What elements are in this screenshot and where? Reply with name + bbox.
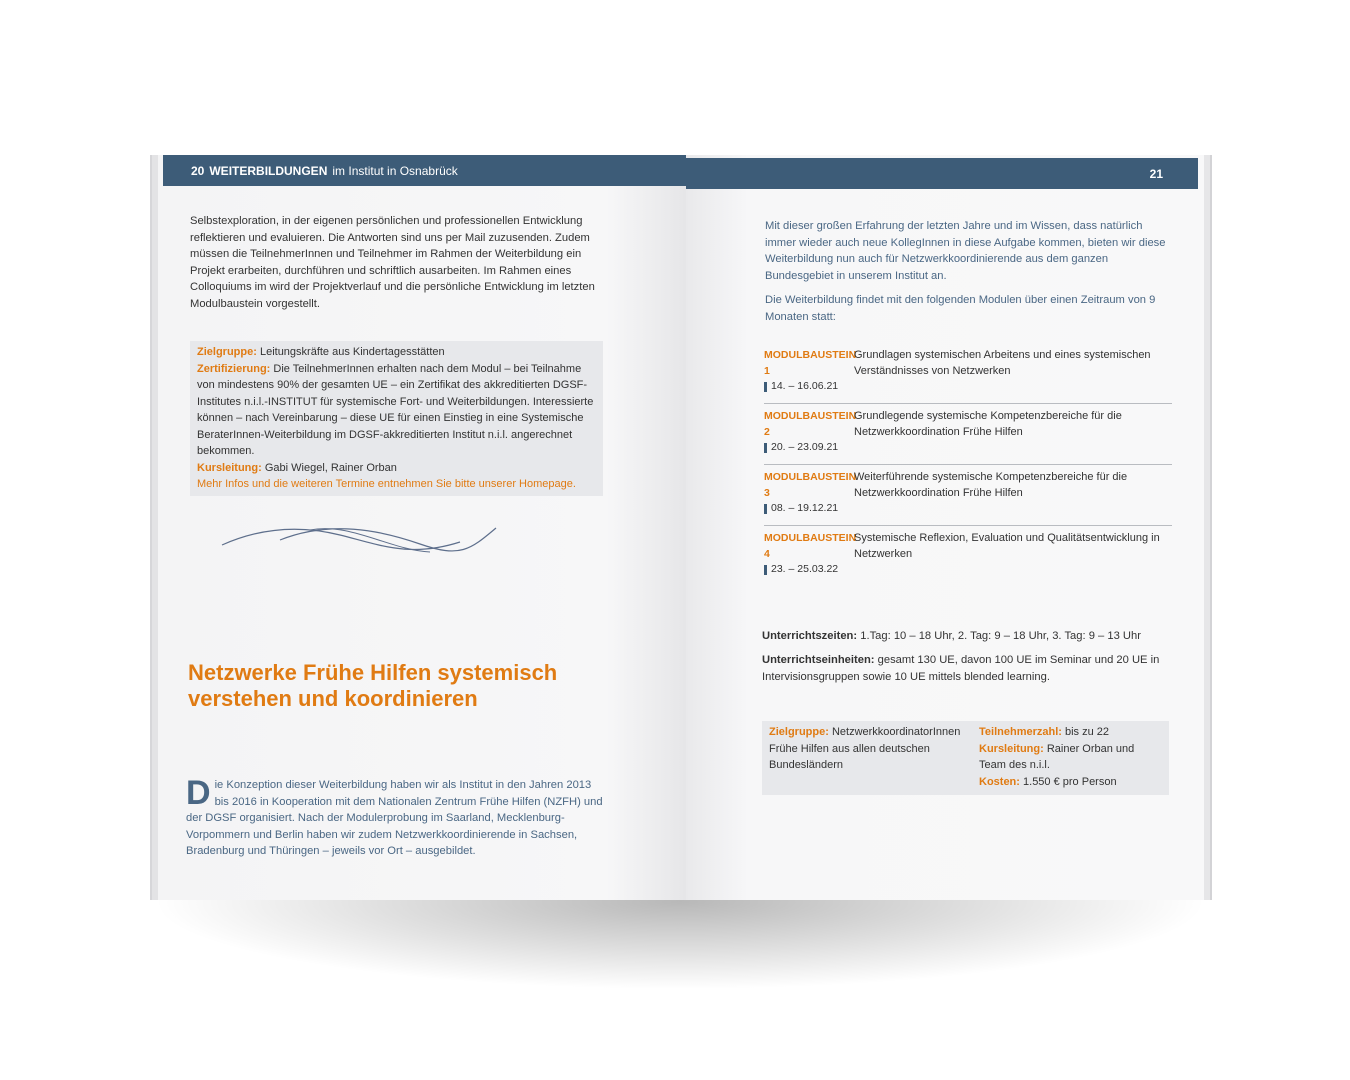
zertifizierung-text: Die TeilnehmerInnen erhalten nach dem Modul – bei Teilnahme von mindestens 90% der gesamten UE – ein Zertifikat des akkreditierten DGSF-Institutes n.i.l.-INSTITUT für systemische Fort- und Weiterbildungen. Interessierte können – nach Vereinbarung – diese UE für einen Einstieg in eine Systemische BeraterInnen-Weiterbildung im DGSF-akkreditierten Institut n.i.l. angerechnet bekommen. [197,362,594,457]
course-infobox-right [762,721,1169,795]
more-info-link[interactable]: Mehr Infos und die weiteren Termine entnehmen Sie bitte unserer Homepage. [197,478,576,490]
unterrichtseinheiten-text: gesamt 130 UE, davon 100 UE im Seminar und 20 UE in Intervisionsgruppen sowie 10 UE mittels blended learning. [762,654,1160,683]
kursleitung-label: Kursleitung: [979,742,1044,755]
right-page [686,155,1204,900]
title-line-2: verstehen und koordinieren [188,686,478,711]
module-list [764,343,1172,587]
right-para-1: Mit dieser großen Erfahrung der letzten Jahre und im Wissen, dass natürlich immer wieder auch neue KollegInnen in diese Aufgabe kommen, bieten wir diese Weiterbildung nun auch für Netzwerkkoordinierende aus dem ganzen Bundesgebiet in unserem Institut an. [765,220,1166,282]
module-label: MODULBAUSTEIN 3 [764,471,857,499]
page-number-left: 20 [191,163,205,178]
zielgruppe-label: Zielgruppe: [769,726,829,738]
module-description: Weiterführende systemische Kompetenzbereiche für die Netzwerkkoordination Frühe Hilfen [854,471,1128,499]
module-label: MODULBAUSTEIN 1 [764,349,857,377]
kursleitung-text: Rainer Orban und Team des n.i.l. [979,742,1135,771]
kursleitung-text: Gabi Wiegel, Rainer Orban [264,461,397,474]
header-subtitle: im Institut in Osnabrück [332,163,458,178]
unterrichtszeiten [762,628,1174,645]
page-number-right: 21 [1149,166,1163,181]
infobox-column-left [769,724,979,792]
course-infobox [190,341,603,496]
unterrichtseinheiten-label: Unterrichtseinheiten: [762,654,875,666]
module-date: 23. – 25.03.22 [771,563,839,575]
kosten-label: Kosten: [979,775,1020,788]
module-row [764,526,1172,587]
module-description: Grundlagen systemischen Arbeitens und eines systemischen Verständnisses von Netzwerken [854,349,1151,377]
date-bar-icon [764,504,767,514]
right-page-header [686,158,1198,189]
date-bar-icon [764,565,767,575]
module-date: 20. – 23.09.21 [771,441,839,453]
unterrichtszeiten-text: 1.Tag: 10 – 18 Uhr, 2. Tag: 9 – 18 Uhr, 3. Tag: 9 – 13 Uhr [860,630,1141,642]
lead-paragraph [186,774,606,860]
module-date: 08. – 19.12.21 [771,502,839,514]
infobox-column-right [979,724,1162,792]
date-bar-icon [764,443,767,453]
kursleitung-label: Kursleitung: [197,461,262,474]
kosten-text: 1.550 € pro Person [1023,775,1117,788]
section-title [188,660,608,712]
zielgruppe-label: Zielgruppe: [197,346,257,358]
teilnehmerzahl-text: bis zu 22 [1065,726,1110,738]
module-row [764,465,1172,526]
zielgruppe-text: NetzwerkkoordinatorInnen Frühe Hilfen aus allen deutschen Bundesländern [769,726,961,771]
left-page-header [163,155,686,186]
teilnehmerzahl-label: Teilnehmerzahl: [979,726,1062,738]
title-line-1: Netzwerke Frühe Hilfen systemisch [188,660,558,685]
right-para-2: Die Weiterbildung findet mit den folgenden Modulen über einen Zeitraum von 9 Monaten statt: [765,294,1156,323]
zielgruppe-text: Leitungskräfte aus Kindertagesstätten [259,346,445,358]
unterrichtseinheiten [762,652,1174,685]
unterrichtszeiten-label: Unterrichtszeiten: [762,630,858,642]
module-description: Grundlegende systemische Kompetenzbereiche für die Netzwerkkoordination Frühe Hilfen [854,410,1122,438]
left-page [158,155,686,900]
intro-paragraph: Selbstexploration, in der eigenen persönlichen und professionellen Entwicklung reflektieren und evaluieren. Die Antworten sind uns per Mail zuzusenden. Zudem müssen die TeilnehmerInnen und Teilnehmer im Rahmen der Weiterbildung ein Projekt erarbeiten, durchführen und schriftlich ausarbeiten. Im Rahmen eines Colloquiums im wird der Projektverlauf und die persönliche Entwicklung im letzten Modulbaustein vorgestellt. [190,215,595,310]
dropcap: D [186,774,211,812]
date-bar-icon [764,382,767,392]
header-section-title: WEITERBILDUNGEN [209,163,328,178]
lead-text: ie Konzeption dieser Weiterbildung haben wir als Institut in den Jahren 2013 bis 2016 in Kooperation mit dem Nationalen Zentrum Frühe Hilfen (NZFH) und der DGSF organisiert. Nach der Modulerprobung im Saarland, Mecklenburg-Vorpommern und Berlin haben wir zudem Netzwerkkoordinierende in Sachsen, Bradenburg und Thüringen – jeweils vor Ort – ausgebildet. [186,779,603,857]
module-date: 14. – 16.06.21 [771,380,839,392]
module-label: MODULBAUSTEIN 2 [764,410,857,438]
module-label: MODULBAUSTEIN 4 [764,532,857,560]
zertifizierung-label: Zertifizierung: [197,362,271,375]
decorative-wave-icon [220,520,500,560]
module-description: Systemische Reflexion, Evaluation und Qualitätsentwicklung in Netzwerken [854,532,1160,560]
module-row [764,404,1172,465]
module-row [764,343,1172,404]
